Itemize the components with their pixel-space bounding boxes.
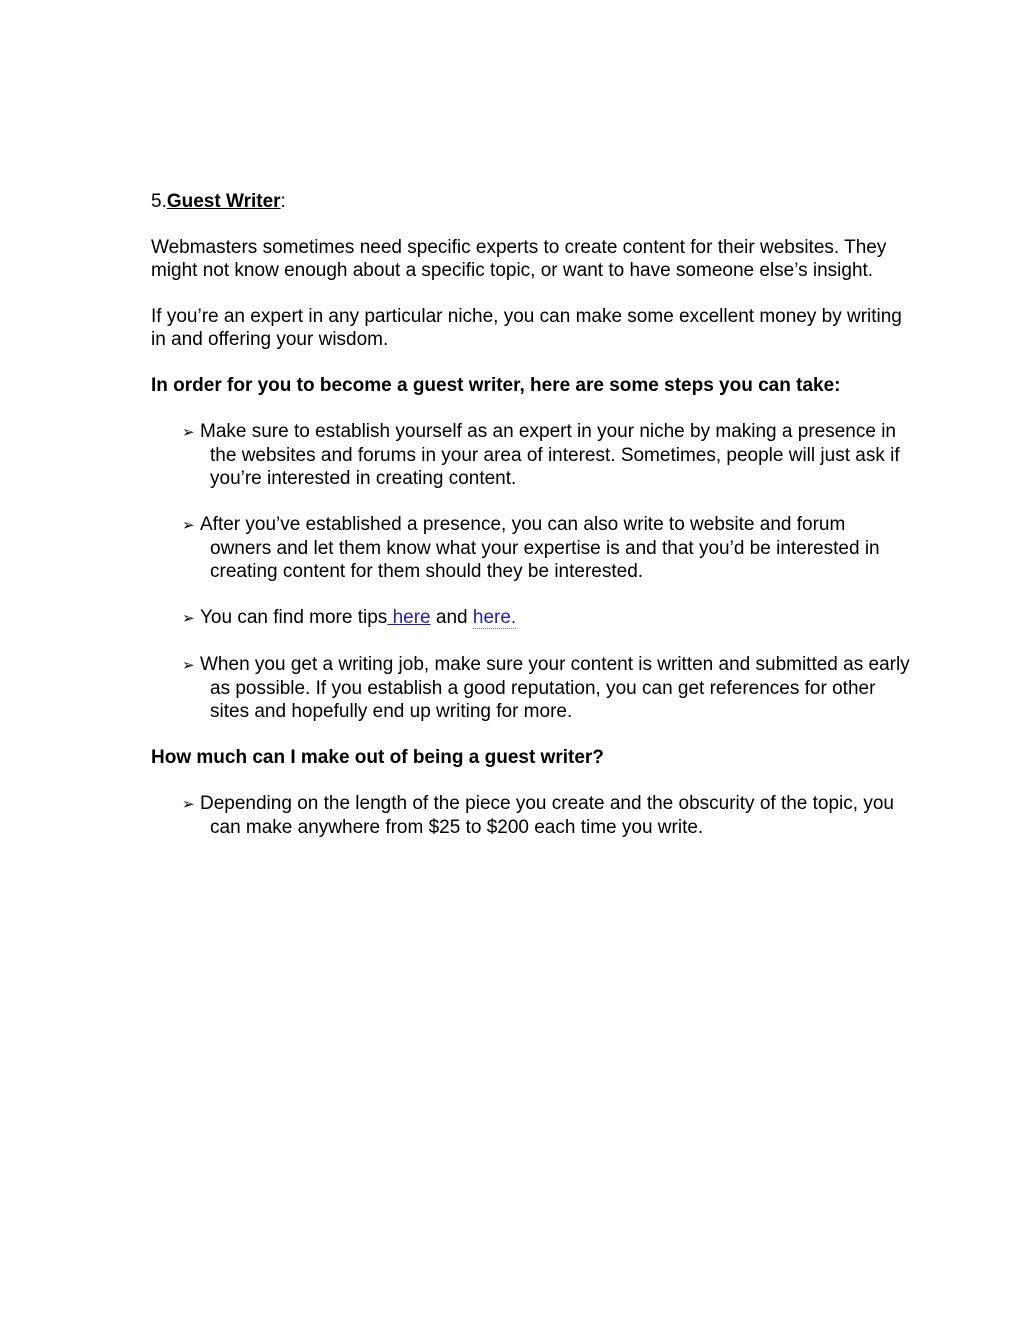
steps-heading: In order for you to become a guest writer, here are some steps you can take: [151,375,841,396]
section-heading [151,190,911,213]
arrow-bullet-icon: ➢ [182,795,195,813]
list-item [151,792,911,839]
arrow-bullet-icon: ➢ [182,609,195,627]
arrow-bullet-icon: ➢ [182,656,195,674]
tips-link-1[interactable]: here [387,607,431,628]
tips-and-text: and [430,607,473,628]
earnings-text: Depending on the length of the piece you create and the obscurity of the topic, you can make anywhere from $25 to $200 each time you write. [200,793,894,838]
step-text: After you’ve established a presence, you can also write to website and forum owners and let them know what your expertise is and that you’d be interested in creating content for them should they be interested. [200,514,880,582]
list-item [151,606,911,630]
arrow-bullet-icon: ➢ [182,516,195,534]
step-text: When you get a writing job, make sure your content is written and submitted as early as possible. If you establish a good reputation, you can get references for other sites and hopefully end up writing for more. [200,654,910,722]
list-item [151,513,911,583]
tips-link-2[interactable]: here. [472,607,517,628]
section-number: 5. [151,191,167,212]
list-item [151,653,911,723]
section-title: Guest Writer [166,191,281,212]
intro-paragraph: Webmasters sometimes need specific experts to create content for their websites. They might not know enough about a specific topic, or want to have someone else’s insight. [151,237,887,281]
step-text: Make sure to establish yourself as an expert in your niche by making a presence in the websites and forums in your area of interest. Sometimes, people will just ask if you’re interested in creating content. [200,421,900,489]
section-colon: : [280,191,286,212]
earnings-list [151,792,911,839]
steps-list [151,420,911,723]
document-page [151,190,911,839]
earnings-heading: How much can I make out of being a guest writer? [151,747,604,768]
arrow-bullet-icon: ➢ [182,423,195,441]
list-item [151,420,911,490]
expert-paragraph: If you’re an expert in any particular niche, you can make some excellent money by writing in and offering your wisdom. [151,306,902,350]
tips-text: You can find more tips [200,607,388,628]
